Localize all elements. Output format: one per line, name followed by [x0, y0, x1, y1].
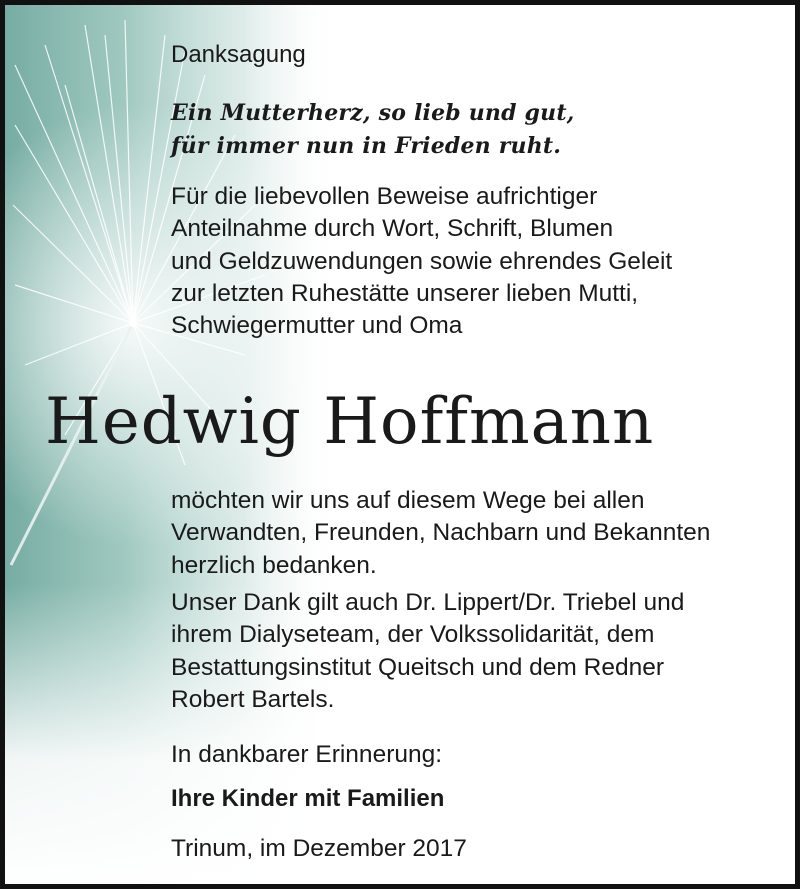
gratitude-line: Bestattungsinstitut Queitsch und dem Redner [171, 653, 665, 681]
gratitude-line: ihrem Dialyseteam, der Volkssolidarität, dem [171, 621, 655, 649]
place-date: Trinum, im Dezember 2017 [171, 835, 467, 862]
gratitude-paragraph [171, 587, 684, 716]
thanks-line: herzlich bedanken. [171, 551, 377, 579]
poem [171, 97, 575, 163]
poem-line: für immer nun in Frieden ruht. [171, 133, 562, 159]
thanks-paragraph [171, 485, 710, 582]
intro-line: zur letzten Ruhestätte unserer lieben Mutti, [171, 279, 639, 307]
notice-heading: Danksagung [171, 41, 306, 68]
poem-line: Ein Mutterherz, so lieb und gut, [171, 100, 575, 126]
gratitude-line: Unser Dank gilt auch Dr. Lippert/Dr. Triebel und [171, 589, 685, 616]
thanks-line: möchten wir uns auf diesem Wege bei allen [171, 487, 645, 514]
intro-paragraph [171, 181, 672, 342]
intro-line: und Geldzuwendungen sowie ehrendes Geleit [171, 247, 673, 275]
gratitude-line: Robert Bartels. [171, 685, 335, 713]
intro-line: Anteilnahme durch Wort, Schrift, Blumen [171, 215, 614, 243]
signature: Ihre Kinder mit Familien [171, 785, 445, 812]
intro-line: Für die liebevollen Beweise aufrichtiger [171, 183, 598, 210]
intro-line: Schwiegermutter und Oma [171, 312, 463, 340]
deceased-name: Hedwig Hoffmann [45, 385, 655, 459]
thanks-line: Verwandten, Freunden, Nachbarn und Bekannten [171, 519, 711, 547]
closing-line: In dankbarer Erinnerung: [171, 741, 443, 768]
